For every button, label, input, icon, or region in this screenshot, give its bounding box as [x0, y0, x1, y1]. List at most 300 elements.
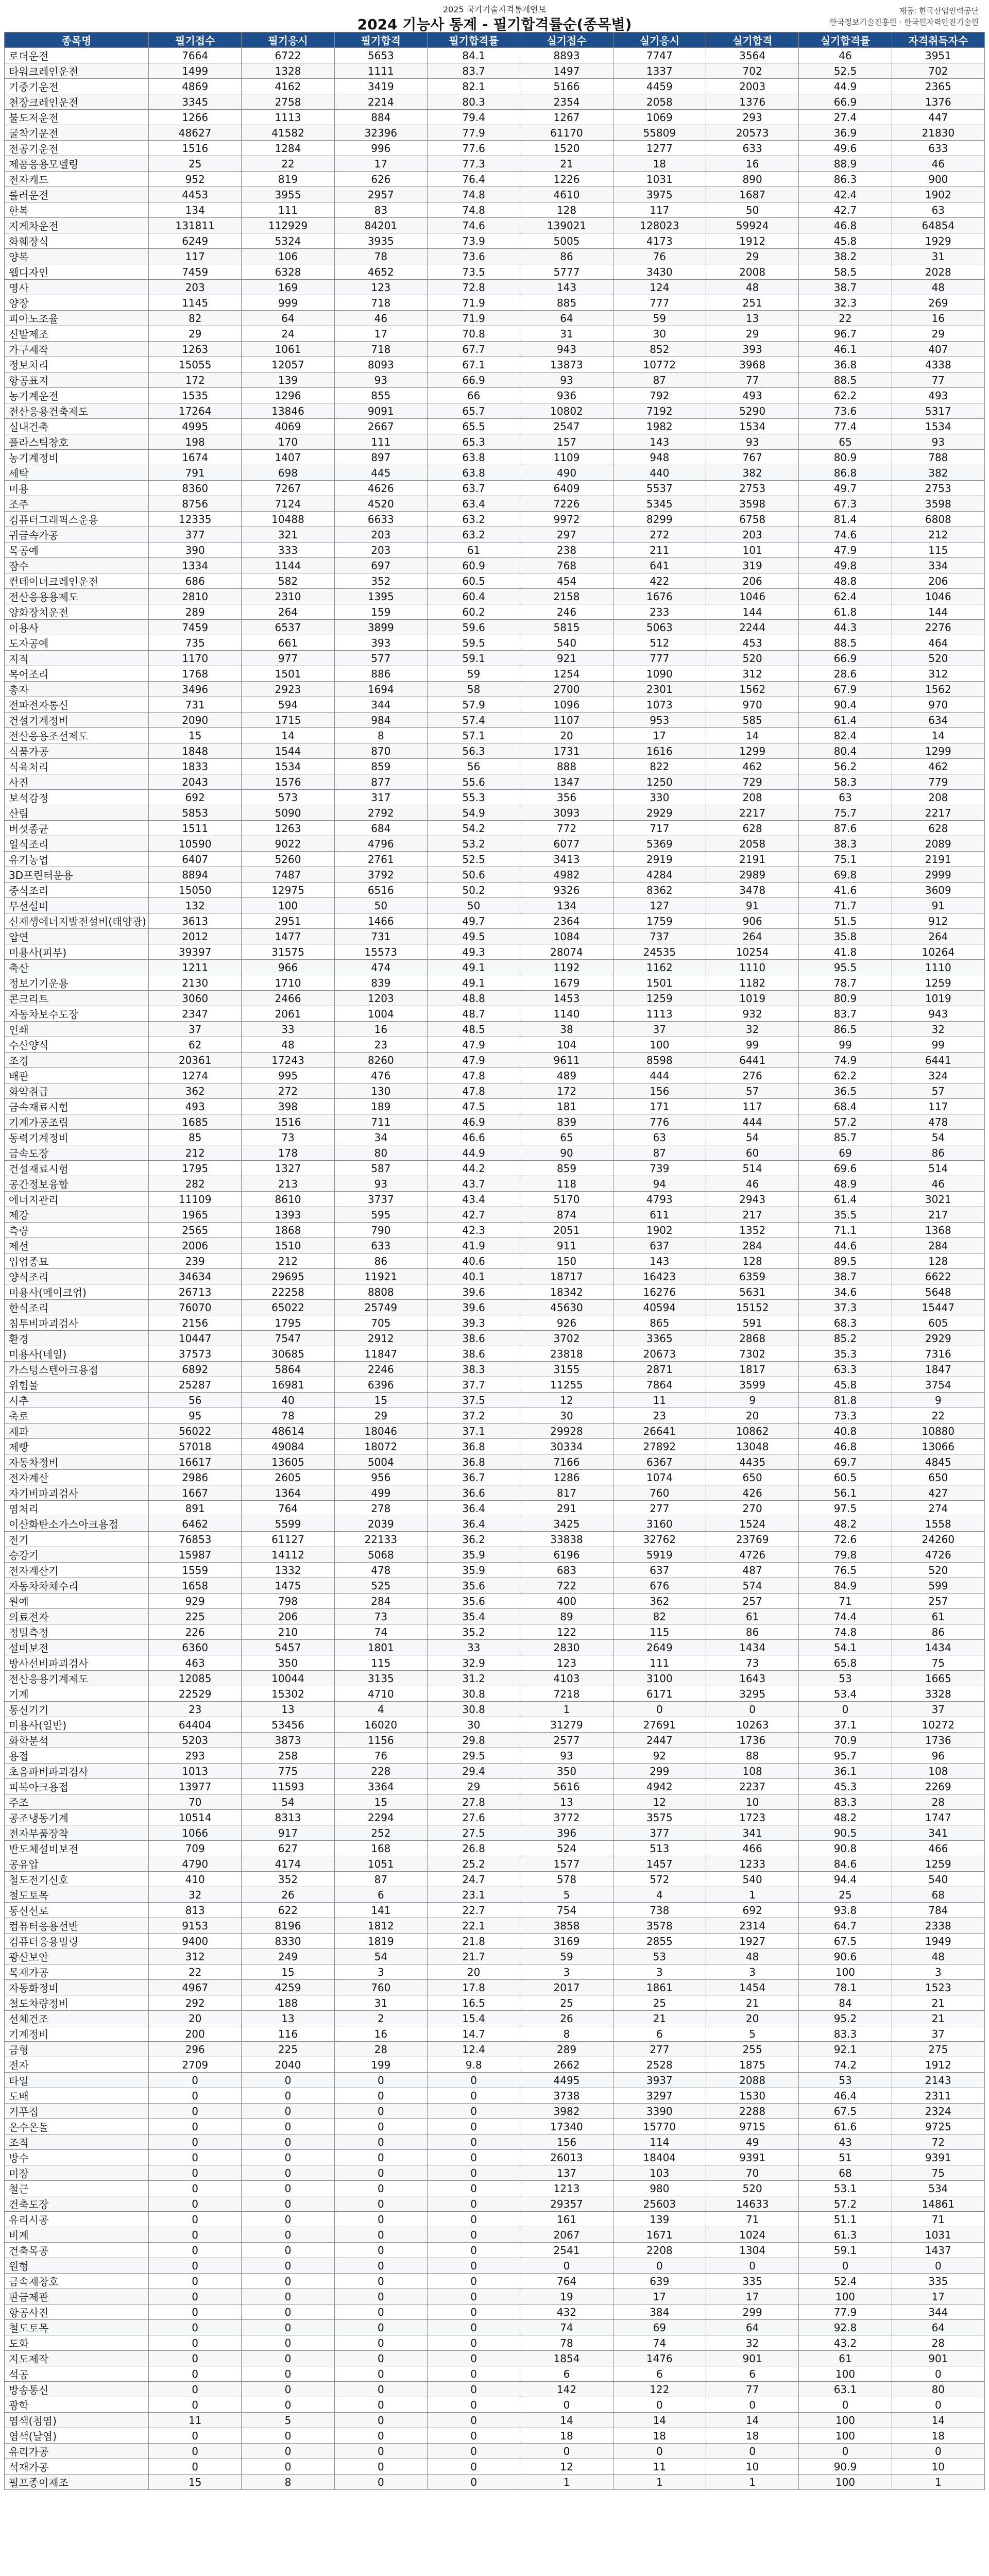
cell-written-passed: 111: [334, 434, 427, 450]
cell-practical-pass-rate: 77.9: [799, 2304, 892, 2320]
table-row: [5, 2104, 985, 2119]
cell-written-passed: 317: [334, 790, 427, 805]
cell-item-name: 비계: [5, 2227, 149, 2243]
cell-written-applied: 13977: [149, 1779, 242, 1794]
cell-written-taken: 350: [242, 1655, 334, 1671]
cell-written-passed: 15: [334, 1794, 427, 1810]
cell-practical-taken: 6: [613, 2366, 706, 2382]
cell-practical-pass-rate: 45.8: [799, 233, 892, 249]
cell-written-pass-rate: 43.7: [427, 1176, 520, 1192]
cell-written-taken: 111: [242, 202, 334, 218]
cell-practical-pass-rate: 94.4: [799, 1872, 892, 1887]
cell-written-pass-rate: 55.6: [427, 774, 520, 790]
cell-practical-pass-rate: 96.7: [799, 326, 892, 342]
cell-written-taken: 1393: [242, 1207, 334, 1223]
cell-certified-count: 2365: [892, 79, 984, 94]
cell-written-pass-rate: 30.8: [427, 1702, 520, 1717]
cell-practical-applied: 65: [520, 1130, 613, 1145]
cell-practical-taken: 40594: [613, 1300, 706, 1315]
cell-certified-count: 634: [892, 713, 984, 728]
cell-certified-count: 21: [892, 1995, 984, 2011]
cell-written-passed: 252: [334, 1825, 427, 1841]
cell-certified-count: 14: [892, 728, 984, 743]
cell-item-name: 승강기: [5, 1547, 149, 1563]
cell-written-pass-rate: 36.4: [427, 1516, 520, 1532]
cell-written-pass-rate: 54.9: [427, 805, 520, 821]
cell-practical-pass-rate: 82.4: [799, 728, 892, 743]
cell-certified-count: 2191: [892, 852, 984, 867]
cell-written-passed: 4626: [334, 481, 427, 496]
cell-certified-count: 21830: [892, 125, 984, 141]
cell-item-name: 위험물: [5, 1377, 149, 1393]
cell-item-name: 신재생에너지발전설비(태양광): [5, 913, 149, 929]
cell-practical-applied: 21: [520, 156, 613, 172]
cell-written-pass-rate: 74.8: [427, 202, 520, 218]
cell-item-name: 거푸집: [5, 2104, 149, 2119]
cell-written-applied: 463: [149, 1655, 242, 1671]
table-row: [5, 48, 985, 63]
cell-practical-pass-rate: 52.5: [799, 63, 892, 79]
cell-certified-count: 2028: [892, 264, 984, 280]
cell-written-applied: 0: [149, 2428, 242, 2444]
cell-written-pass-rate: 74.8: [427, 187, 520, 202]
cell-practical-passed: 59924: [706, 218, 798, 233]
cell-written-applied: 3060: [149, 991, 242, 1006]
cell-practical-pass-rate: 76.5: [799, 1563, 892, 1578]
cell-practical-applied: 885: [520, 295, 613, 311]
cell-written-pass-rate: 36.8: [427, 1439, 520, 1454]
cell-certified-count: 28: [892, 2335, 984, 2351]
cell-written-passed: 393: [334, 635, 427, 651]
cell-written-applied: 15987: [149, 1547, 242, 1563]
table-row: [5, 202, 985, 218]
cell-practical-passed: 54: [706, 1130, 798, 1145]
cell-practical-applied: 356: [520, 790, 613, 805]
cell-item-name: 침투비파괴검사: [5, 1315, 149, 1331]
cell-practical-passed: 264: [706, 929, 798, 944]
cell-practical-applied: 28074: [520, 944, 613, 960]
cell-practical-pass-rate: 61.4: [799, 1192, 892, 1207]
cell-written-taken: 249: [242, 1949, 334, 1964]
cell-practical-taken: 0: [613, 2258, 706, 2274]
cell-practical-pass-rate: 63.3: [799, 1362, 892, 1377]
cell-practical-applied: 29928: [520, 1423, 613, 1439]
cell-written-taken: 64: [242, 311, 334, 326]
cell-written-pass-rate: 21.7: [427, 1949, 520, 1964]
cell-written-taken: 5: [242, 2413, 334, 2428]
cell-practical-pass-rate: 78.7: [799, 975, 892, 991]
cell-practical-pass-rate: 68.3: [799, 1315, 892, 1331]
cell-practical-taken: 3365: [613, 1331, 706, 1346]
cell-written-passed: 718: [334, 342, 427, 357]
cell-certified-count: 2311: [892, 2088, 984, 2104]
cell-practical-taken: 8299: [613, 512, 706, 527]
cell-written-passed: 1156: [334, 1733, 427, 1748]
cell-practical-applied: 0: [520, 2444, 613, 2459]
cell-certified-count: 4338: [892, 357, 984, 372]
cell-written-pass-rate: 47.5: [427, 1099, 520, 1114]
cell-practical-applied: 490: [520, 465, 613, 481]
cell-written-pass-rate: 53.2: [427, 836, 520, 852]
cell-written-passed: 731: [334, 929, 427, 944]
cell-written-pass-rate: 0: [427, 2289, 520, 2304]
cell-certified-count: 9725: [892, 2119, 984, 2134]
table-row: [5, 1980, 985, 1995]
cell-written-applied: 2090: [149, 713, 242, 728]
cell-written-taken: 352: [242, 1872, 334, 1887]
cell-certified-count: 10264: [892, 944, 984, 960]
cell-written-taken: 698: [242, 465, 334, 481]
cell-written-pass-rate: 24.7: [427, 1872, 520, 1887]
cell-practical-pass-rate: 89.5: [799, 1253, 892, 1269]
cell-written-applied: 172: [149, 372, 242, 388]
cell-written-applied: 23: [149, 1702, 242, 1717]
cell-written-pass-rate: 63.4: [427, 496, 520, 512]
cell-written-taken: 73: [242, 1130, 334, 1145]
cell-practical-applied: 161: [520, 2212, 613, 2227]
cell-practical-applied: 9326: [520, 883, 613, 898]
cell-written-taken: 0: [242, 2382, 334, 2397]
cell-written-passed: 29: [334, 1408, 427, 1423]
cell-item-name: 전산응용기계제도: [5, 1671, 149, 1686]
table-row: [5, 110, 985, 125]
cell-practical-taken: 11: [613, 2459, 706, 2475]
cell-written-passed: 28: [334, 2042, 427, 2057]
cell-written-pass-rate: 29.5: [427, 1748, 520, 1764]
cell-practical-passed: 444: [706, 1114, 798, 1130]
cell-written-pass-rate: 0: [427, 2227, 520, 2243]
cell-item-name: 정보기기운용: [5, 975, 149, 991]
cell-practical-pass-rate: 68: [799, 2165, 892, 2181]
cell-practical-applied: 722: [520, 1578, 613, 1594]
cell-practical-taken: 3160: [613, 1516, 706, 1532]
cell-practical-pass-rate: 93.8: [799, 1903, 892, 1918]
cell-item-name: 축로: [5, 1408, 149, 1423]
cell-certified-count: 784: [892, 1903, 984, 1918]
cell-practical-passed: 15152: [706, 1300, 798, 1315]
cell-written-pass-rate: 49.1: [427, 960, 520, 975]
cell-practical-pass-rate: 74.2: [799, 2057, 892, 2073]
cell-item-name: 유리시공: [5, 2212, 149, 2227]
cell-certified-count: 37: [892, 1702, 984, 1717]
cell-certified-count: 1259: [892, 975, 984, 991]
table-row: [5, 743, 985, 759]
cell-practical-taken: 139: [613, 2212, 706, 2227]
cell-practical-pass-rate: 67.9: [799, 682, 892, 697]
cell-written-pass-rate: 40.6: [427, 1253, 520, 1269]
cell-practical-applied: 2547: [520, 419, 613, 434]
cell-written-taken: 0: [242, 2428, 334, 2444]
cell-item-name: 광학: [5, 2397, 149, 2413]
cell-practical-taken: 822: [613, 759, 706, 774]
cell-practical-passed: 3295: [706, 1686, 798, 1702]
cell-certified-count: 115: [892, 543, 984, 558]
cell-practical-applied: 2662: [520, 2057, 613, 2073]
table-row: [5, 450, 985, 465]
cell-practical-applied: 764: [520, 2274, 613, 2289]
cell-written-passed: 0: [334, 2104, 427, 2119]
cell-written-passed: 1051: [334, 1856, 427, 1872]
cell-written-passed: 1203: [334, 991, 427, 1006]
table-row: [5, 821, 985, 836]
cell-item-name: 전자: [5, 2057, 149, 2073]
cell-practical-taken: 777: [613, 651, 706, 666]
cell-practical-taken: 128023: [613, 218, 706, 233]
cell-written-taken: 0: [242, 2351, 334, 2366]
cell-practical-pass-rate: 58.3: [799, 774, 892, 790]
cell-practical-pass-rate: 71: [799, 1594, 892, 1609]
cell-item-name: 유기농업: [5, 852, 149, 867]
cell-item-name: 전자계산기: [5, 1563, 149, 1578]
cell-practical-taken: 760: [613, 1485, 706, 1501]
cell-item-name: 통신선로: [5, 1903, 149, 1918]
cell-written-applied: 16617: [149, 1454, 242, 1470]
cell-written-passed: 5068: [334, 1547, 427, 1563]
cell-practical-pass-rate: 48.2: [799, 1516, 892, 1532]
table-row: [5, 1331, 985, 1346]
cell-written-applied: 296: [149, 2042, 242, 2057]
cell-written-pass-rate: 58: [427, 682, 520, 697]
cell-practical-pass-rate: 100: [799, 2413, 892, 2428]
cell-practical-passed: 1: [706, 2475, 798, 2490]
cell-item-name: 전산응용용제도: [5, 589, 149, 604]
cell-written-passed: 0: [334, 2243, 427, 2258]
cell-practical-taken: 10772: [613, 357, 706, 372]
cell-written-applied: 64404: [149, 1717, 242, 1733]
cell-practical-applied: 3702: [520, 1331, 613, 1346]
cell-written-passed: 3: [334, 1964, 427, 1980]
cell-written-taken: 22: [242, 156, 334, 172]
cell-item-name: 화학분석: [5, 1733, 149, 1748]
cell-practical-applied: 1267: [520, 110, 613, 125]
cell-certified-count: 2089: [892, 836, 984, 852]
cell-certified-count: 46: [892, 156, 984, 172]
cell-written-pass-rate: 71.9: [427, 311, 520, 326]
cell-practical-pass-rate: 44.3: [799, 620, 892, 635]
cell-practical-taken: 3430: [613, 264, 706, 280]
cell-practical-taken: 20673: [613, 1346, 706, 1362]
cell-practical-pass-rate: 0: [799, 2444, 892, 2459]
cell-certified-count: 0: [892, 2444, 984, 2459]
cell-written-pass-rate: 29: [427, 1779, 520, 1794]
cell-certified-count: 128: [892, 1253, 984, 1269]
cell-written-pass-rate: 63.8: [427, 450, 520, 465]
cell-practical-applied: 3413: [520, 852, 613, 867]
cell-practical-taken: 637: [613, 1563, 706, 1578]
cell-practical-taken: 3297: [613, 2088, 706, 2104]
table-row: [5, 218, 985, 233]
cell-item-name: 미장: [5, 2165, 149, 2181]
cell-practical-passed: 9: [706, 1393, 798, 1408]
table-row: [5, 2011, 985, 2026]
cell-practical-applied: 400: [520, 1594, 613, 1609]
cell-item-name: 무선설비: [5, 898, 149, 913]
cell-certified-count: 478: [892, 1114, 984, 1130]
cell-written-applied: 0: [149, 2258, 242, 2274]
cell-written-passed: 705: [334, 1315, 427, 1331]
cell-practical-taken: 1337: [613, 63, 706, 79]
cell-written-taken: 0: [242, 2304, 334, 2320]
cell-practical-applied: 134: [520, 898, 613, 913]
cell-written-applied: 17264: [149, 403, 242, 419]
cell-practical-passed: 6441: [706, 1053, 798, 1068]
cell-written-taken: 1061: [242, 342, 334, 357]
cell-practical-applied: 817: [520, 1485, 613, 1501]
cell-written-pass-rate: 44.2: [427, 1161, 520, 1176]
table-row: [5, 1578, 985, 1594]
table-row: [5, 1887, 985, 1903]
cell-certified-count: 702: [892, 63, 984, 79]
cell-written-pass-rate: 17.8: [427, 1980, 520, 1995]
cell-written-taken: 0: [242, 2181, 334, 2196]
cell-practical-applied: 123: [520, 1655, 613, 1671]
cell-practical-taken: 2919: [613, 852, 706, 867]
cell-written-passed: 790: [334, 1223, 427, 1238]
cell-written-pass-rate: 0: [427, 2397, 520, 2413]
cell-practical-applied: 11255: [520, 1377, 613, 1393]
cell-practical-passed: 10862: [706, 1423, 798, 1439]
cell-practical-taken: 0: [613, 2397, 706, 2413]
cell-item-name: 보석감정: [5, 790, 149, 805]
table-row: [5, 929, 985, 944]
cell-practical-taken: 127: [613, 898, 706, 913]
cell-practical-applied: 540: [520, 635, 613, 651]
cell-written-applied: 6407: [149, 852, 242, 867]
cell-certified-count: 2929: [892, 1331, 984, 1346]
cell-practical-applied: 1109: [520, 450, 613, 465]
cell-practical-applied: 38: [520, 1022, 613, 1037]
cell-certified-count: 274: [892, 1501, 984, 1516]
cell-certified-count: 534: [892, 2181, 984, 2196]
cell-written-applied: 1658: [149, 1578, 242, 1594]
cell-certified-count: 1: [892, 2475, 984, 2490]
cell-written-applied: 813: [149, 1903, 242, 1918]
cell-practical-passed: 9391: [706, 2150, 798, 2165]
cell-practical-applied: 93: [520, 372, 613, 388]
col-header-name: 종목명: [5, 32, 149, 48]
table-row: [5, 1547, 985, 1563]
cell-item-name: 제과: [5, 1423, 149, 1439]
cell-item-name: 제품응용모델링: [5, 156, 149, 172]
cell-item-name: 항공표지: [5, 372, 149, 388]
cell-item-name: 자동화정비: [5, 1980, 149, 1995]
cell-certified-count: 37: [892, 2026, 984, 2042]
cell-certified-count: 912: [892, 913, 984, 929]
cell-written-applied: 293: [149, 1748, 242, 1764]
cell-written-passed: 697: [334, 558, 427, 573]
cell-practical-pass-rate: 61: [799, 2351, 892, 2366]
cell-practical-applied: 768: [520, 558, 613, 573]
cell-practical-pass-rate: 75.1: [799, 852, 892, 867]
cell-practical-applied: 1453: [520, 991, 613, 1006]
cell-written-applied: 9400: [149, 1934, 242, 1949]
cell-written-applied: 4869: [149, 79, 242, 94]
cell-practical-pass-rate: 84.9: [799, 1578, 892, 1594]
cell-written-taken: 8610: [242, 1192, 334, 1207]
table-row: [5, 1099, 985, 1114]
cell-certified-count: 28: [892, 1794, 984, 1810]
cell-practical-applied: 2067: [520, 2227, 613, 2243]
cell-written-passed: 54: [334, 1949, 427, 1964]
cell-written-passed: 4796: [334, 836, 427, 852]
cell-practical-pass-rate: 0: [799, 1702, 892, 1717]
cell-item-name: 콘크리트: [5, 991, 149, 1006]
cell-written-pass-rate: 39.3: [427, 1315, 520, 1331]
cell-practical-pass-rate: 62.2: [799, 1068, 892, 1083]
cell-item-name: 금속재료시험: [5, 1099, 149, 1114]
cell-certified-count: 2217: [892, 805, 984, 821]
cell-practical-taken: 444: [613, 1068, 706, 1083]
cell-practical-taken: 2649: [613, 1640, 706, 1655]
cell-certified-count: 31: [892, 249, 984, 264]
cell-item-name: 기계: [5, 1686, 149, 1702]
cell-practical-applied: 7166: [520, 1454, 613, 1470]
cell-practical-applied: 5: [520, 1887, 613, 1903]
cell-written-applied: 62: [149, 1037, 242, 1053]
cell-written-passed: 984: [334, 713, 427, 728]
cell-practical-applied: 89: [520, 1609, 613, 1624]
cell-written-applied: 891: [149, 1501, 242, 1516]
cell-practical-applied: 2364: [520, 913, 613, 929]
cell-item-name: 양장: [5, 295, 149, 311]
cell-written-passed: 595: [334, 1207, 427, 1223]
cell-practical-passed: 3599: [706, 1377, 798, 1393]
cell-practical-applied: 888: [520, 759, 613, 774]
cell-certified-count: 1110: [892, 960, 984, 975]
cell-practical-applied: 74: [520, 2320, 613, 2335]
cell-item-name: 전자부품장착: [5, 1825, 149, 1841]
cell-practical-pass-rate: 74.8: [799, 1624, 892, 1640]
cell-written-passed: 474: [334, 960, 427, 975]
cell-written-passed: 352: [334, 573, 427, 589]
cell-written-passed: 0: [334, 2119, 427, 2134]
cell-written-pass-rate: 0: [427, 2351, 520, 2366]
cell-item-name: 한식조리: [5, 1300, 149, 1315]
cell-written-taken: 7267: [242, 481, 334, 496]
cell-written-passed: 31: [334, 1995, 427, 2011]
cell-practical-applied: 30: [520, 1408, 613, 1423]
cell-written-pass-rate: 43.4: [427, 1192, 520, 1207]
table-row: [5, 1053, 985, 1068]
cell-written-passed: 0: [334, 2212, 427, 2227]
cell-written-applied: 10590: [149, 836, 242, 852]
cell-practical-applied: 1107: [520, 713, 613, 728]
cell-practical-taken: 776: [613, 1114, 706, 1130]
cell-practical-taken: 0: [613, 1702, 706, 1717]
cell-written-pass-rate: 0: [427, 2212, 520, 2227]
table-row: [5, 1300, 985, 1315]
cell-practical-pass-rate: 45.8: [799, 1377, 892, 1393]
table-row: [5, 372, 985, 388]
cell-written-applied: 3345: [149, 94, 242, 110]
cell-practical-taken: 5537: [613, 481, 706, 496]
cell-item-name: 인쇄: [5, 1022, 149, 1037]
cell-written-pass-rate: 22.7: [427, 1903, 520, 1918]
cell-written-passed: 123: [334, 280, 427, 295]
cell-practical-applied: 6077: [520, 836, 613, 852]
cell-practical-applied: 26013: [520, 2150, 613, 2165]
table-row: [5, 1284, 985, 1300]
cell-written-passed: 0: [334, 2382, 427, 2397]
cell-written-passed: 760: [334, 1980, 427, 1995]
cell-written-taken: 16981: [242, 1377, 334, 1393]
table-row: [5, 434, 985, 450]
cell-certified-count: 24260: [892, 1532, 984, 1547]
cell-practical-pass-rate: 47.9: [799, 543, 892, 558]
cell-written-pass-rate: 35.9: [427, 1547, 520, 1563]
cell-written-applied: 289: [149, 604, 242, 620]
cell-written-taken: 206: [242, 1609, 334, 1624]
